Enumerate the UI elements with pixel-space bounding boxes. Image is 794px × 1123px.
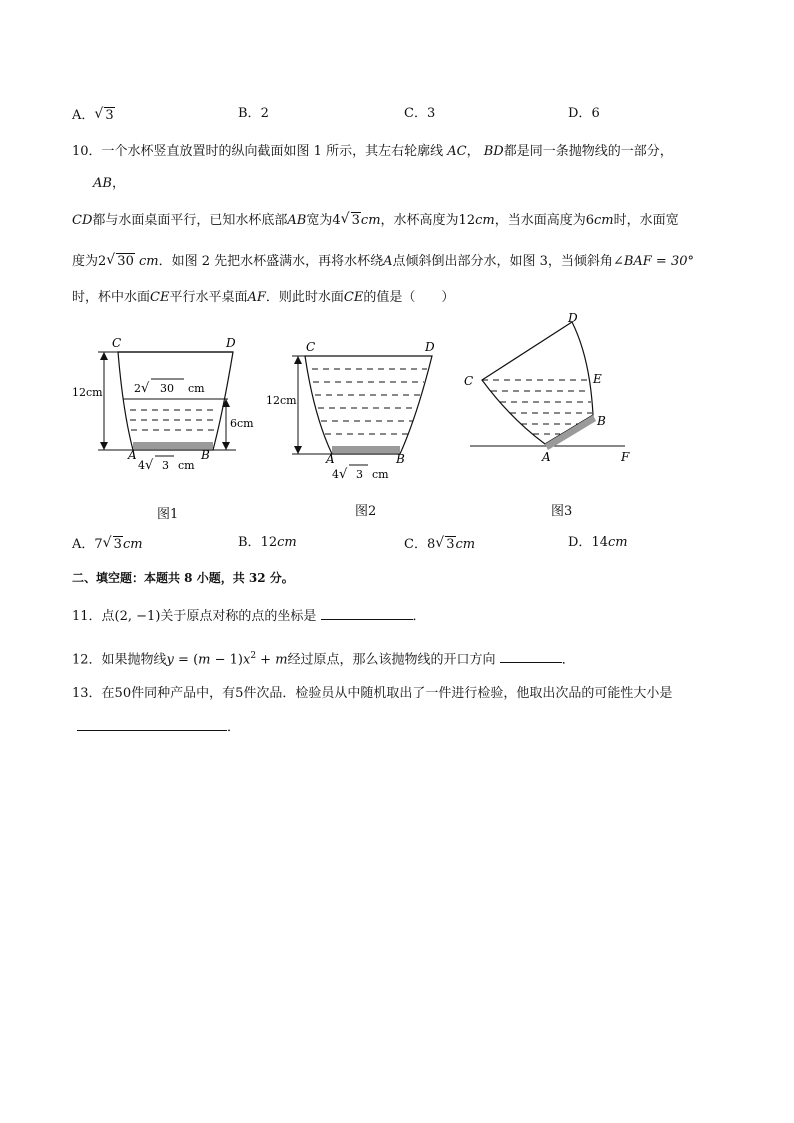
q10-line-5: 时，杯中水面CE平行水平桌面AF．则此时水面CE的值是（ ） — [72, 290, 455, 305]
q11: 11．点(2, −1)关于原点对称的点的坐标是 ． — [72, 605, 426, 627]
fig1-base-c: cm — [178, 459, 195, 472]
q9-option-c: C．3 — [404, 106, 436, 121]
figure-3 — [460, 308, 650, 468]
q10-option-c: C．8 √ 3cm — [404, 535, 476, 552]
fig3-label-b: B — [597, 414, 606, 428]
figure-2 — [262, 336, 442, 486]
section-2-heading: 二、填空题：本题共 8 小题，共 32 分。 — [72, 571, 294, 585]
fig1-label-c: C — [112, 336, 122, 350]
fig3-label-c: C — [464, 374, 474, 388]
fig1-water-width-a: 2 — [134, 382, 141, 395]
fig1-base-a: 4 — [138, 459, 145, 472]
q13: 13．在50件同种产品中，有5件次品．检验员从中随机取出了一件进行检验，他取出次品的可能性大小是 — [72, 686, 673, 701]
fig3-label-a: A — [542, 450, 551, 464]
q9-option-d: D．6 — [568, 106, 600, 121]
fig1-label-a: A — [128, 448, 137, 462]
fig2-caption: 图2 — [355, 504, 377, 519]
fig2-label-b: B — [396, 452, 405, 466]
q10-line-4: 度为2 √ 30 cm．如图 2 先把水杯盛满水，再将水杯绕A点倾斜倒出部分水，如图 3，当倾斜角∠BAF = 30° — [72, 252, 694, 269]
fig2-base — [332, 446, 400, 453]
fig2-label-d: D — [425, 340, 435, 354]
q10-option-b: B．12cm — [238, 535, 297, 550]
fig1-height: 12cm — [72, 386, 103, 399]
q10-line-2: AB， — [93, 176, 125, 191]
q9-option-a: A． √ 3 — [72, 106, 114, 123]
fig1-label-d: D — [226, 336, 236, 350]
fig3-label-d: D — [568, 311, 578, 325]
fig2-label-c: C — [306, 340, 316, 354]
q10-option-d: D．14cm — [568, 535, 628, 550]
fig3-label-e: E — [593, 372, 602, 386]
fig1-water-width-b: 30 — [160, 382, 174, 395]
q12-answer-blank[interactable] — [500, 648, 562, 663]
fig1-label-b: B — [201, 448, 210, 462]
fig3-label-f: F — [621, 450, 630, 464]
q10-line-3: CD都与水面桌面平行，已知水杯底部AB宽为4 √ 3cm，水杯高度为12cm，当水面高度为6cm时，水面宽 — [72, 211, 679, 228]
q12: 12．如果抛物线$y = (m - 1)x^2 + m$经过原点，那么该抛物线的开口方向 ． — [72, 646, 575, 670]
fig1-caption: 图1 — [157, 507, 179, 522]
fig3-base — [545, 415, 596, 450]
fig2-base-b: 3 — [356, 468, 363, 481]
figure-1 — [68, 332, 268, 482]
fig2-height: 12cm — [266, 394, 297, 407]
q10-option-a: A．7 √ 3cm — [72, 535, 143, 552]
fig2-label-a: A — [326, 452, 335, 466]
fig1-radical-1: √ — [141, 381, 150, 396]
q13-answer-blank[interactable] — [77, 716, 227, 731]
fig2-base-a: 4 — [332, 468, 339, 481]
fig1-base-b: 3 — [162, 459, 169, 472]
fig3-caption: 图3 — [551, 504, 573, 519]
fig1-radical-2: √ — [145, 458, 154, 473]
fig1-water-height: 6cm — [230, 417, 254, 430]
q11-answer-blank[interactable] — [321, 605, 413, 620]
q10-line-1: 10．一个水杯竖直放置时的纵向截面如图 1 所示，其左右轮廓线 AC， BD都是同一条抛物线的一部分， — [72, 144, 673, 159]
fig1-water-width-c: cm — [188, 382, 205, 395]
q13-answer-line: ． — [77, 716, 240, 738]
q9-option-b: B．2 — [238, 106, 269, 121]
fig2-base-c: cm — [372, 468, 389, 481]
fig2-radical: √ — [339, 467, 348, 482]
